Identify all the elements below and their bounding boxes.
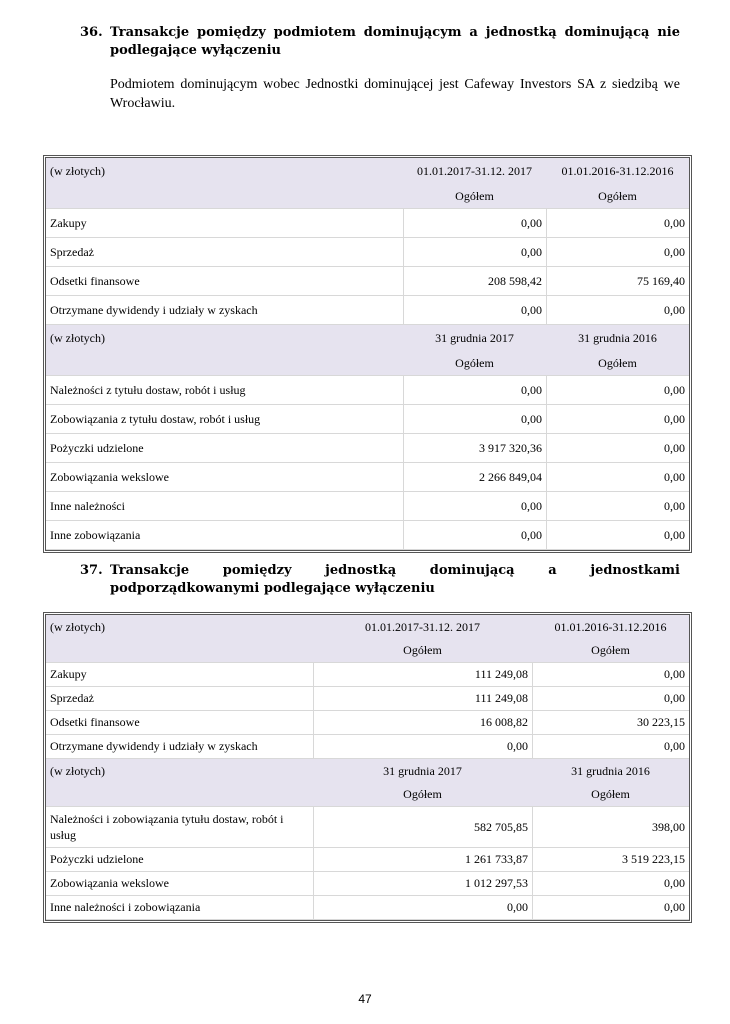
table-subheader-row — [46, 184, 689, 209]
table-header-row — [46, 759, 689, 783]
section-36-title: Transakcje pomiędzy podmiotem dominującym a jednostką dominującą nie podlegające wyłączeniu — [110, 25, 680, 58]
row-label: Odsetki finansowe — [46, 711, 313, 735]
value-2017: 111 249,08 — [313, 663, 532, 687]
value-2017: 0,00 — [403, 238, 546, 267]
value-2017: 582 705,85 — [313, 807, 532, 848]
value-2017: 0,00 — [403, 376, 546, 405]
table-header-row — [46, 615, 689, 639]
value-2016: 30 223,15 — [532, 711, 689, 735]
subheader-empty — [46, 351, 403, 376]
value-2016: 0,00 — [546, 492, 689, 521]
total-2017-header: Ogółem — [403, 351, 546, 376]
table-row — [46, 807, 689, 848]
row-label: Pożyczki udzielone — [46, 434, 403, 463]
value-2016: 3 519 223,15 — [532, 848, 689, 872]
section-37-number: 37. — [80, 563, 103, 578]
value-2016: 0,00 — [532, 663, 689, 687]
row-label: Odsetki finansowe — [46, 267, 403, 296]
total-2017-header: Ogółem — [313, 783, 532, 807]
total-2016-header: Ogółem — [532, 783, 689, 807]
table-row — [46, 521, 689, 550]
table-row — [46, 463, 689, 492]
unit-label: (w złotych) — [46, 759, 313, 783]
date-2017-header: 31 grudnia 2017 — [403, 325, 546, 351]
value-2017: 0,00 — [403, 296, 546, 325]
row-label: Zobowiązania z tytułu dostaw, robót i usług — [46, 405, 403, 434]
value-2016: 0,00 — [546, 434, 689, 463]
value-2016: 0,00 — [546, 376, 689, 405]
value-2017: 208 598,42 — [403, 267, 546, 296]
table-row — [46, 492, 689, 521]
table-row — [46, 267, 689, 296]
table-row — [46, 209, 689, 238]
section-37-table — [43, 612, 692, 923]
row-label: Inne zobowiązania — [46, 521, 403, 550]
row-label: Sprzedaż — [46, 687, 313, 711]
row-label: Otrzymane dywidendy i udziały w zyskach — [46, 296, 403, 325]
row-label: Należności z tytułu dostaw, robót i usług — [46, 376, 403, 405]
section-37-title: Transakcje pomiędzy jednostką dominującą a jednostkami podporządkowanymi podlegające wyłączeniu — [110, 563, 680, 596]
row-label: Należności i zobowiązania tytułu dostaw, robót i usług — [46, 807, 313, 848]
row-label: Zakupy — [46, 663, 313, 687]
unit-label: (w złotych) — [46, 615, 313, 639]
value-2017: 111 249,08 — [313, 687, 532, 711]
row-label: Inne należności i zobowiązania — [46, 896, 313, 920]
table-row — [46, 896, 689, 920]
value-2016: 0,00 — [532, 687, 689, 711]
value-2017: 1 261 733,87 — [313, 848, 532, 872]
period-2016-header: 01.01.2016-31.12.2016 — [546, 158, 689, 184]
page-number: 47 — [358, 992, 372, 1006]
unit-label: (w złotych) — [46, 325, 403, 351]
table-row — [46, 711, 689, 735]
subheader-empty — [46, 184, 403, 209]
value-2016: 398,00 — [532, 807, 689, 848]
value-2016: 0,00 — [532, 872, 689, 896]
value-2016: 0,00 — [546, 463, 689, 492]
row-label: Zobowiązania wekslowe — [46, 872, 313, 896]
value-2016: 0,00 — [532, 896, 689, 920]
date-2016-header: 31 grudnia 2016 — [546, 325, 689, 351]
subheader-empty — [46, 639, 313, 663]
section-36-number: 36. — [80, 25, 103, 40]
value-2017: 0,00 — [403, 209, 546, 238]
value-2017: 0,00 — [403, 492, 546, 521]
value-2016: 0,00 — [546, 209, 689, 238]
table-row — [46, 434, 689, 463]
table-row — [46, 238, 689, 267]
section-36-heading — [80, 24, 680, 60]
period-2017-header: 01.01.2017-31.12. 2017 — [403, 158, 546, 184]
value-2016: 0,00 — [546, 238, 689, 267]
table-row — [46, 848, 689, 872]
table-header-row — [46, 325, 689, 351]
value-2017: 0,00 — [403, 521, 546, 550]
table-row — [46, 296, 689, 325]
value-2017: 1 012 297,53 — [313, 872, 532, 896]
value-2016: 0,00 — [546, 521, 689, 550]
value-2017: 0,00 — [313, 896, 532, 920]
value-2016: 0,00 — [532, 735, 689, 759]
row-label: Inne należności — [46, 492, 403, 521]
table-row — [46, 687, 689, 711]
table-row — [46, 376, 689, 405]
row-label: Pożyczki udzielone — [46, 848, 313, 872]
value-2017: 2 266 849,04 — [403, 463, 546, 492]
table-row — [46, 872, 689, 896]
table-subheader-row — [46, 639, 689, 663]
section-36-table — [43, 155, 692, 553]
period-2017-header: 01.01.2017-31.12. 2017 — [313, 615, 532, 639]
table-row — [46, 663, 689, 687]
date-2017-header: 31 grudnia 2017 — [313, 759, 532, 783]
row-label: Zakupy — [46, 209, 403, 238]
value-2016: 0,00 — [546, 296, 689, 325]
total-2017-header: Ogółem — [403, 184, 546, 209]
total-2016-header: Ogółem — [546, 184, 689, 209]
row-label: Otrzymane dywidendy i udziały w zyskach — [46, 735, 313, 759]
section-37-heading — [80, 562, 680, 598]
value-2016: 75 169,40 — [546, 267, 689, 296]
table-header-row — [46, 158, 689, 184]
unit-label: (w złotych) — [46, 158, 403, 184]
table-row — [46, 405, 689, 434]
subheader-empty — [46, 783, 313, 807]
table-row — [46, 735, 689, 759]
row-label: Zobowiązania wekslowe — [46, 463, 403, 492]
value-2017: 0,00 — [313, 735, 532, 759]
period-2016-header: 01.01.2016-31.12.2016 — [532, 615, 689, 639]
table-subheader-row — [46, 783, 689, 807]
date-2016-header: 31 grudnia 2016 — [532, 759, 689, 783]
row-label: Sprzedaż — [46, 238, 403, 267]
section-36-paragraph: Podmiotem dominującym wobec Jednostki dominującej jest Cafeway Investors SA z siedzibą we Wrocławiu. — [110, 77, 680, 111]
value-2017: 0,00 — [403, 405, 546, 434]
total-2017-header: Ogółem — [313, 639, 532, 663]
total-2016-header: Ogółem — [532, 639, 689, 663]
value-2016: 0,00 — [546, 405, 689, 434]
value-2017: 3 917 320,36 — [403, 434, 546, 463]
value-2017: 16 008,82 — [313, 711, 532, 735]
total-2016-header: Ogółem — [546, 351, 689, 376]
table-subheader-row — [46, 351, 689, 376]
